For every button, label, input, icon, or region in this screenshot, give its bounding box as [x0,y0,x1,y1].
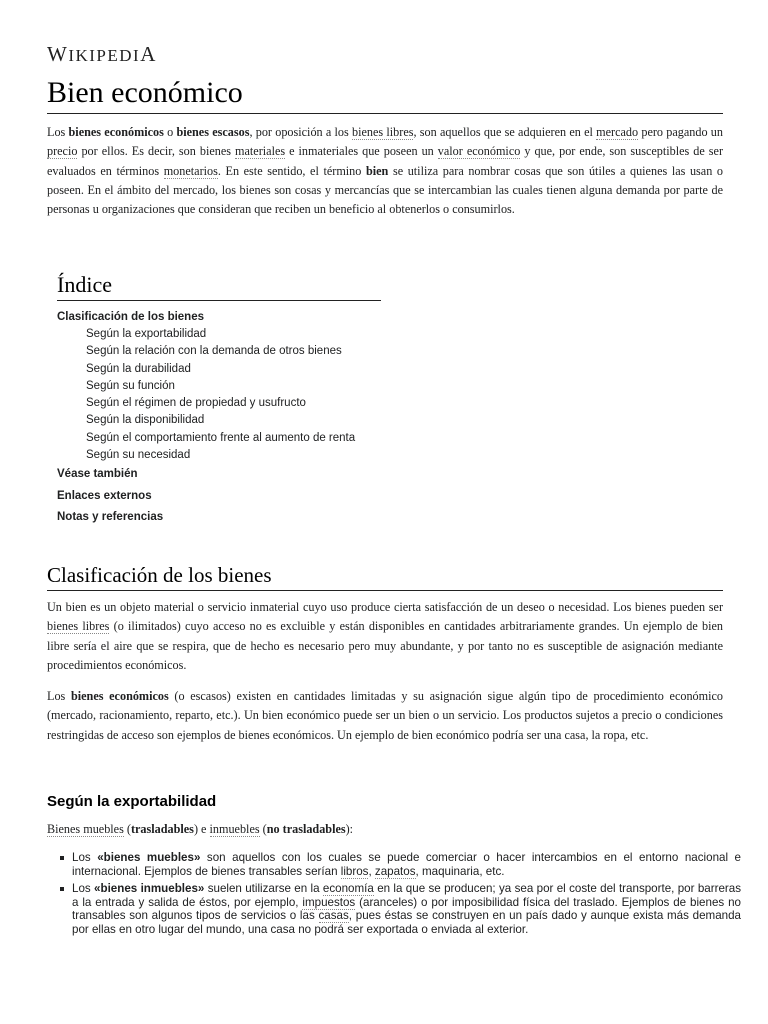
link-economia[interactable]: economía [322,882,374,896]
toc-item[interactable]: Clasificación de los bienes [57,311,204,323]
link-libros[interactable]: libros [340,864,369,878]
link-mercado[interactable]: mercado [596,125,639,139]
toc-item[interactable]: Según la exportabilidad [86,328,207,340]
link-casas[interactable]: casas [318,909,349,923]
toc-item[interactable]: Según la disponibilidad [86,414,205,427]
section-paragraph: Un bien es un objeto material o servicio inmaterial cuyo uso produce cierta satisfacción de un deseo o necesidad. Los bienes pueden ser bienes libres (o ilimitados) cuyo acceso no es excluible y están disponibles en cantidades arbitrariamente grandes. Un ejemplo de bien libre sería el aire que se respira, que de hecho es necesario pero muy abundante, y por tanto no es susceptible de asignación mediante procedimientos económicos. [47,600,724,672]
link-valor-economico[interactable]: valor económico [437,144,521,159]
section-paragraph: Los bienes económicos (o escasos) existen en cantidades limitadas y su asignación sigue algún tipo de procedimiento económico (mercado, racionamiento, reparto, etc.). Un bien económico puede ser un bien o un servicio. Los productos sujetos a precio o condiciones restringidas de acceso son ejemplos de bienes económicos. Un ejemplo de bien económico podría ser una casa, la ropa, etc. [47,689,724,742]
toc-item[interactable]: Según su necesidad [86,449,191,462]
toc-item[interactable]: Según su función [86,379,175,392]
link-impuestos[interactable]: impuestos [302,895,356,909]
link-bienes-libres[interactable]: bienes libres [352,125,414,139]
toc-item[interactable]: Enlaces externos [57,489,152,502]
toc-item[interactable]: Según el comportamiento frente al aumento de renta [86,431,356,444]
section-heading: Clasificación de los bienes [47,563,723,591]
link-zapatos[interactable]: zapatos [374,864,416,878]
link-monetarios[interactable]: monetarios [163,163,218,178]
toc-item[interactable]: Según el régimen de propiedad y usufructo [86,397,306,410]
toc-item[interactable]: Según la relación con la demanda de otros bienes [86,345,342,358]
page-title: Bien económico [47,76,723,114]
link-inmuebles[interactable]: inmuebles [209,822,260,836]
intro-paragraph: Los bienes económicos o bienes escasos, por oposición a los bienes libres, son aquellos que se adquieren en el mercado pero pagando un precio por ellos. Es decir, son bienes materiales e inmateriales que poseen un valor económico y que, por ende, son susceptibles de ser evaluados en términos monetarios. En este sentido, el término bien se utiliza para nombrar cosas que son útiles a quienes las usan o poseen. En el ámbito del mercado, los bienes son cosas y mercancías que se intercambian las cuales tienen alguna demanda por parte de personas u organizaciones que consideran que reciben un beneficio al obtenerlos o consumirlos. [47,125,724,217]
link-bienes-libres[interactable]: bienes libres [47,619,110,634]
link-precio[interactable]: precio [47,144,78,159]
subsection-heading: Según la exportabilidad [47,793,217,810]
table-of-contents [57,272,381,529]
subsection-intro: Bienes muebles (trasladables) e inmuebles (no trasladables): [47,822,354,836]
toc-item[interactable]: Según la durabilidad [86,362,191,375]
wikipedia-logo[interactable]: WIKIPEDIA [47,42,157,66]
link-bienes-muebles[interactable]: Bienes muebles [47,822,124,836]
toc-item[interactable]: Véase también [57,468,138,481]
toc-item[interactable]: Notas y referencias [57,511,164,524]
bullet-list [54,851,741,941]
link-materiales[interactable]: materiales [235,144,286,159]
list-item: Los «bienes inmuebles» suelen utilizarse en la economía en la que se producen; ya sea por el coste del transporte, por barreras a la entrada y salida de éstos, por ejemplo, impuestos (aranceles) o por imposibilidad física del traslado. Ejemplos de bienes no transables son algunos tipos de servicios o las casas, pues éstas se construyen en un país dado y aunque exista más demanda por ellas en otro lugar del mundo, una casa no podrá ser exportada o enviada al exterior. [72,882,742,936]
list-item: Los «bienes muebles» son aquellos con los cuales se puede comerciar o hacer intercambios en el entorno nacional e internacional. Ejemplos de bienes transables serían libros, zapatos, maquinaria, etc. [72,851,742,878]
toc-title: Índice [57,272,381,301]
